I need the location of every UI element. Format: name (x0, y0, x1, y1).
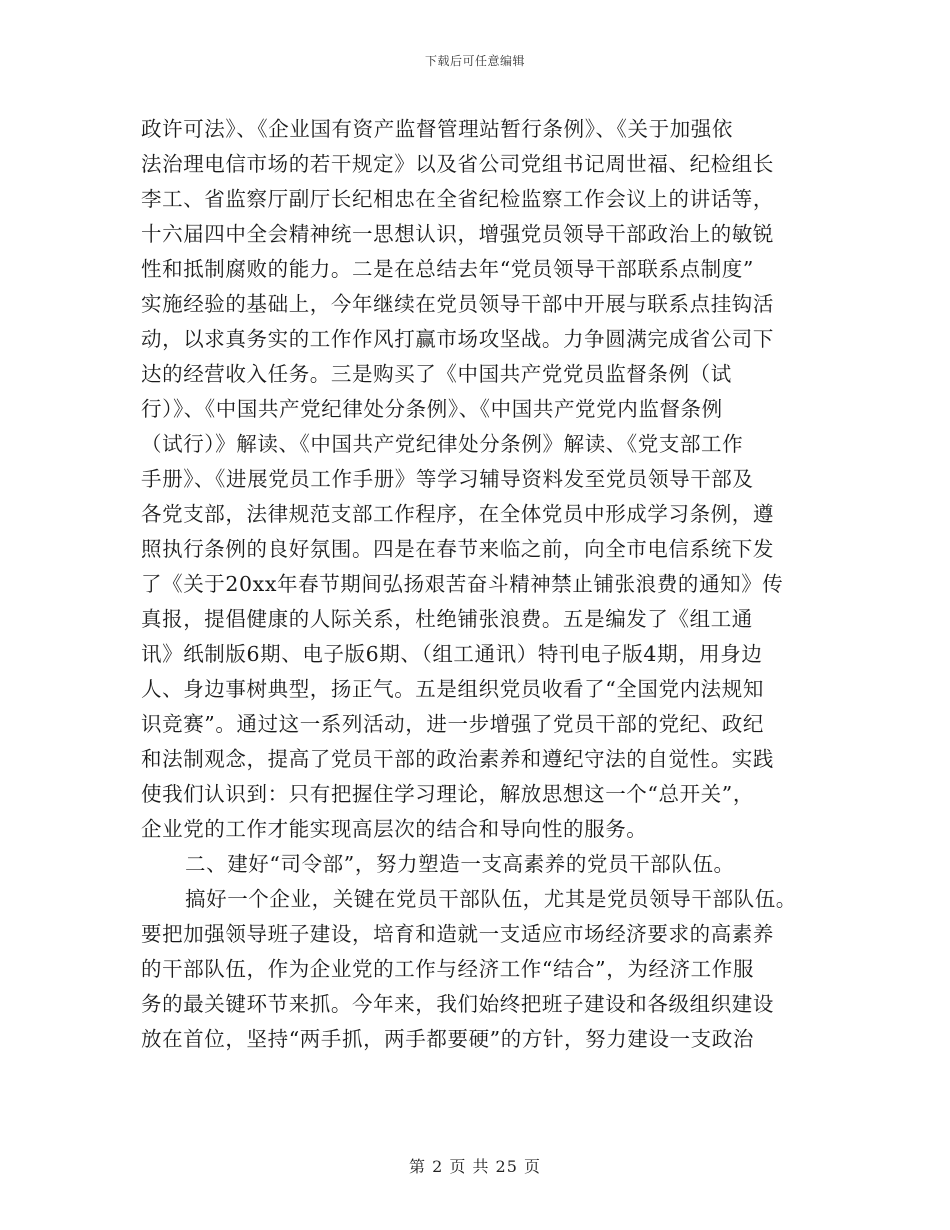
document-body (141, 112, 809, 1057)
text-line: 的干部队伍，作为企业党的工作与经济工作“结合”，为经济工作服 (141, 957, 754, 981)
text-line: 识竞赛”。通过这一系列活动，进一步增强了党员干部的党纪、政纪 (141, 712, 764, 736)
text-line: 性和抵制腐败的能力。二是在总结去年“党员领导干部联系点制度” (141, 257, 754, 281)
text-line: 各党支部，法律规范支部工作程序，在全体党员中形成学习条例，遵 (141, 502, 774, 526)
text-line: 务的最关键环节来抓。今年来，我们始终把班子建设和各级组织建设 (141, 992, 774, 1016)
section-heading: 二、建好“司令部”，努力塑造一支高素养的党员干部队伍。 (185, 852, 735, 876)
text-line: 讯》纸制版6期、电子版6期、（组工通讯）特刊电子版4期，用身边 (141, 642, 763, 666)
text-line: 使我们认识到：只有把握住学习理论，解放思想这一个“总开关”， (141, 782, 754, 806)
page-number-footer: 第 2 页 共 25 页 (409, 1157, 541, 1176)
text-line: 实施经验的基础上，今年继续在党员领导干部中开展与联系点挂钩活 (141, 292, 774, 316)
text-line: 人、身边事树典型，扬正气。五是组织党员收看了“全国党内法规知 (141, 677, 764, 701)
text-line: （试行）》解读、《中国共产党纪律处分条例》解读、《党支部工作 (141, 432, 744, 456)
paragraph-first-line: 搞好一个企业，关键在党员干部队伍，尤其是党员领导干部队伍。 (185, 887, 797, 911)
text-line: 和法制观念，提高了党员干部的政治素养和遵纪守法的自觉性。实践 (141, 747, 774, 771)
text-line: 手册》、《进展党员工作手册》等学习辅导资料发至党员领导干部及 (141, 467, 754, 491)
text-line: 十六届四中全会精神统一思想认识，增强党员领导干部政治上的敏锐 (141, 222, 774, 246)
text-line: 李工、省监察厅副厅长纪相忠在全省纪检监察工作会议上的讲话等， (141, 187, 774, 211)
text-line: 真报，提倡健康的人际关系，杜绝铺张浪费。五是编发了《组工通 (141, 607, 753, 631)
text-line: 政许可法》、《企业国有资产监督管理站暂行条例》、《关于加强依 (141, 117, 733, 141)
text-line: 照执行条例的良好氛围。四是在春节来临之前，向全市电信系统下发 (141, 537, 774, 561)
page-header: 下载后可任意编辑 (424, 54, 525, 68)
text-line: 达的经营收入任务。三是购买了《中国共产党党员监督条例（试 (141, 362, 732, 386)
text-line: 要把加强领导班子建设，培育和造就一支适应市场经济要求的高素养 (141, 922, 774, 946)
text-line: 放在首位，坚持“两手抓，两手都要硬”的方针，努力建设一支政治 (141, 1027, 754, 1051)
text-line: 动，以求真务实的工作作风打赢市场攻坚战。力争圆满完成省公司下 (141, 327, 774, 351)
text-line: 企业党的工作才能实现高层次的结合和导向性的服务。 (141, 817, 648, 841)
text-line: 了《关于20xx年春节期间弘扬艰苦奋斗精神禁止铺张浪费的通知》传 (141, 572, 784, 596)
text-line: 法治理电信市场的若干规定》以及省公司党组书记周世福、纪检组长 (141, 152, 774, 176)
text-line: 行）》、《中国共产党纪律处分条例》、《中国共产党党内监督条例 (141, 397, 723, 421)
